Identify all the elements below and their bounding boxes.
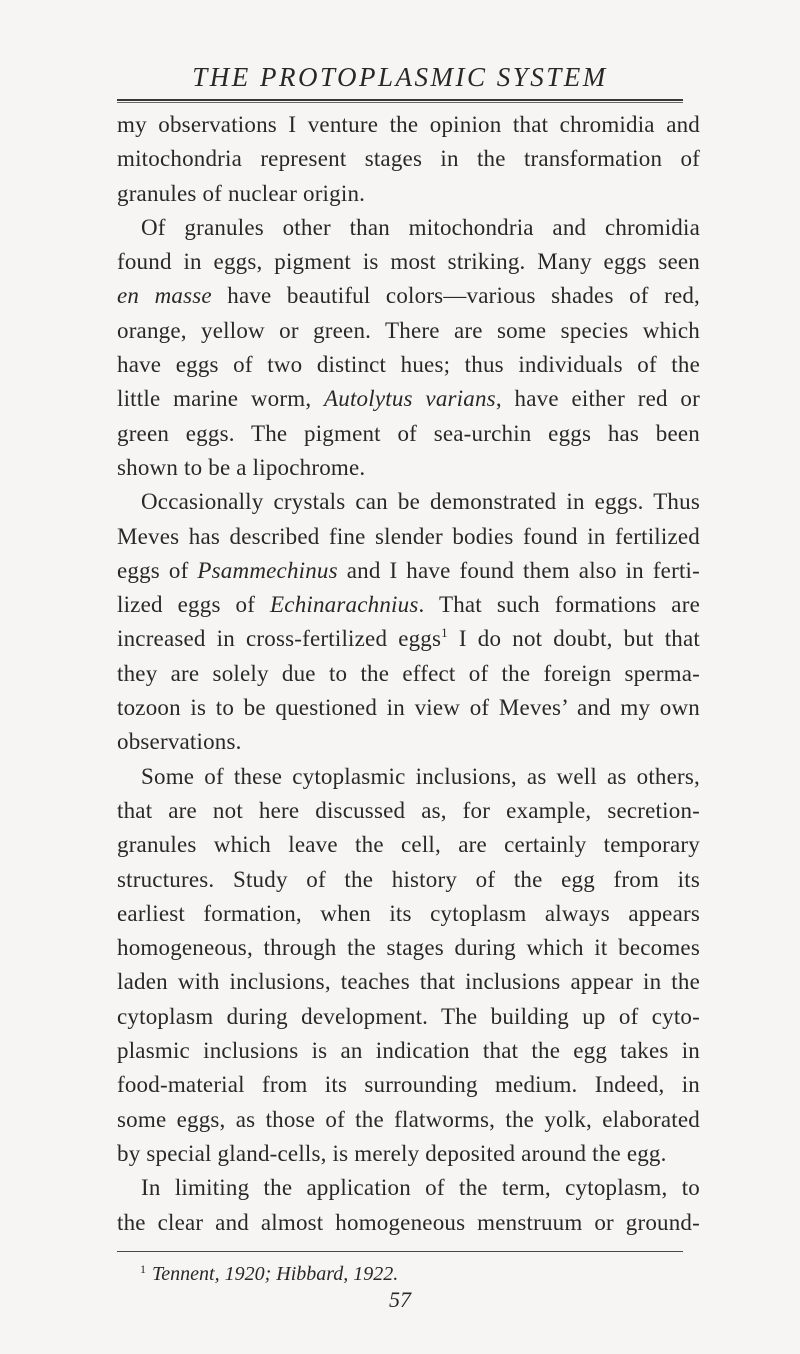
text-run: little marine worm,: [117, 386, 325, 412]
text-line: laden with inclusions, teaches that inclusions appear in the: [117, 969, 700, 995]
footnote-reference: 1: [441, 625, 448, 641]
page-number: 57: [389, 1287, 411, 1312]
text-run: and I have found them also in ferti-: [337, 557, 700, 583]
footnote-text: Tennent, 1920; Hibbard, 1922.: [152, 1263, 399, 1285]
text-line: [117, 588, 700, 622]
text-line: orange, yellow or green. There are some species which: [117, 317, 700, 343]
text-line: they are solely due to the effect of the foreign sperma-: [117, 660, 700, 686]
text-run: . That such formations are: [418, 592, 700, 618]
text-line: [117, 382, 700, 416]
running-head: THE PROTOPLASMIC SYSTEM: [192, 62, 608, 92]
text-line: the clear and almost homogeneous menstruum or ground-: [117, 1209, 700, 1235]
header-rule: [117, 99, 683, 103]
text-line: cytoplasm during development. The building up of cyto-: [117, 1003, 700, 1029]
text-line: granules of nuclear origin.: [117, 180, 366, 206]
text-line: In limiting the application of the term, cytoplasm, to: [141, 1175, 700, 1201]
text-line: food-material from its surrounding medium. Indeed, in: [117, 1072, 700, 1098]
text-line: mitochondria represent stages in the transformation of: [117, 146, 700, 172]
species-name: Autolytus varians: [324, 386, 496, 412]
text-line: structures. Study of the history of the egg from its: [117, 866, 700, 892]
text-line: green eggs. The pigment of sea-urchin eggs has been: [117, 420, 700, 446]
body-text: [117, 108, 700, 1240]
genus-name: Psammechinus: [197, 557, 338, 583]
text-run: have beautiful colors—various shades of red,: [211, 283, 700, 309]
text-line: by special gland-cells, is merely deposited around the egg.: [117, 1140, 667, 1166]
text-line: have eggs of two distinct hues; thus individuals of the: [117, 352, 700, 378]
text-line: Occasionally crystals can be demonstrated in eggs. Thus: [141, 489, 700, 515]
footnote-rule: [117, 1251, 683, 1252]
text-run: lized eggs of: [117, 592, 271, 618]
text-run: eggs of: [117, 557, 198, 583]
text-line: earliest formation, when its cytoplasm always appears: [117, 900, 700, 926]
italic-phrase: en masse: [117, 283, 212, 309]
text-line: shown to be a lipochrome.: [117, 454, 366, 480]
text-line: [117, 554, 700, 588]
text-line: homogeneous, through the stages during which it becomes: [117, 935, 700, 961]
text-line: plasmic inclusions is an indication that the egg takes in: [117, 1038, 700, 1064]
text-run: increased in cross-fertilized eggs: [117, 626, 442, 652]
text-line: my observations I venture the opinion that chromidia and: [117, 112, 700, 137]
text-line: [117, 622, 700, 656]
text-line: granules which leave the cell, are certainly temporary: [117, 832, 700, 858]
text-line: tozoon is to be questioned in view of Meves’ and my own: [117, 695, 700, 721]
text-line: observations.: [117, 729, 242, 755]
text-line: Of granules other than mitochondria and chromidia: [141, 214, 700, 240]
text-line: some eggs, as those of the flatworms, the yolk, elaborated: [117, 1106, 700, 1132]
genus-name: Echinarachnius: [270, 592, 419, 618]
text-run: , have either red or: [495, 386, 700, 412]
text-line: Meves has described fine slender bodies found in fertilized: [117, 523, 700, 549]
text-run: I do not doubt, but that: [447, 626, 700, 652]
footnote: [140, 1262, 398, 1286]
text-line: found in eggs, pigment is most striking. Many eggs seen: [117, 249, 700, 275]
text-line: that are not here discussed as, for example, secretion-: [117, 797, 700, 823]
text-line: Some of these cytoplasmic inclusions, as well as others,: [141, 763, 700, 789]
footnote-marker: 1: [140, 1262, 146, 1276]
text-line: [117, 279, 700, 313]
